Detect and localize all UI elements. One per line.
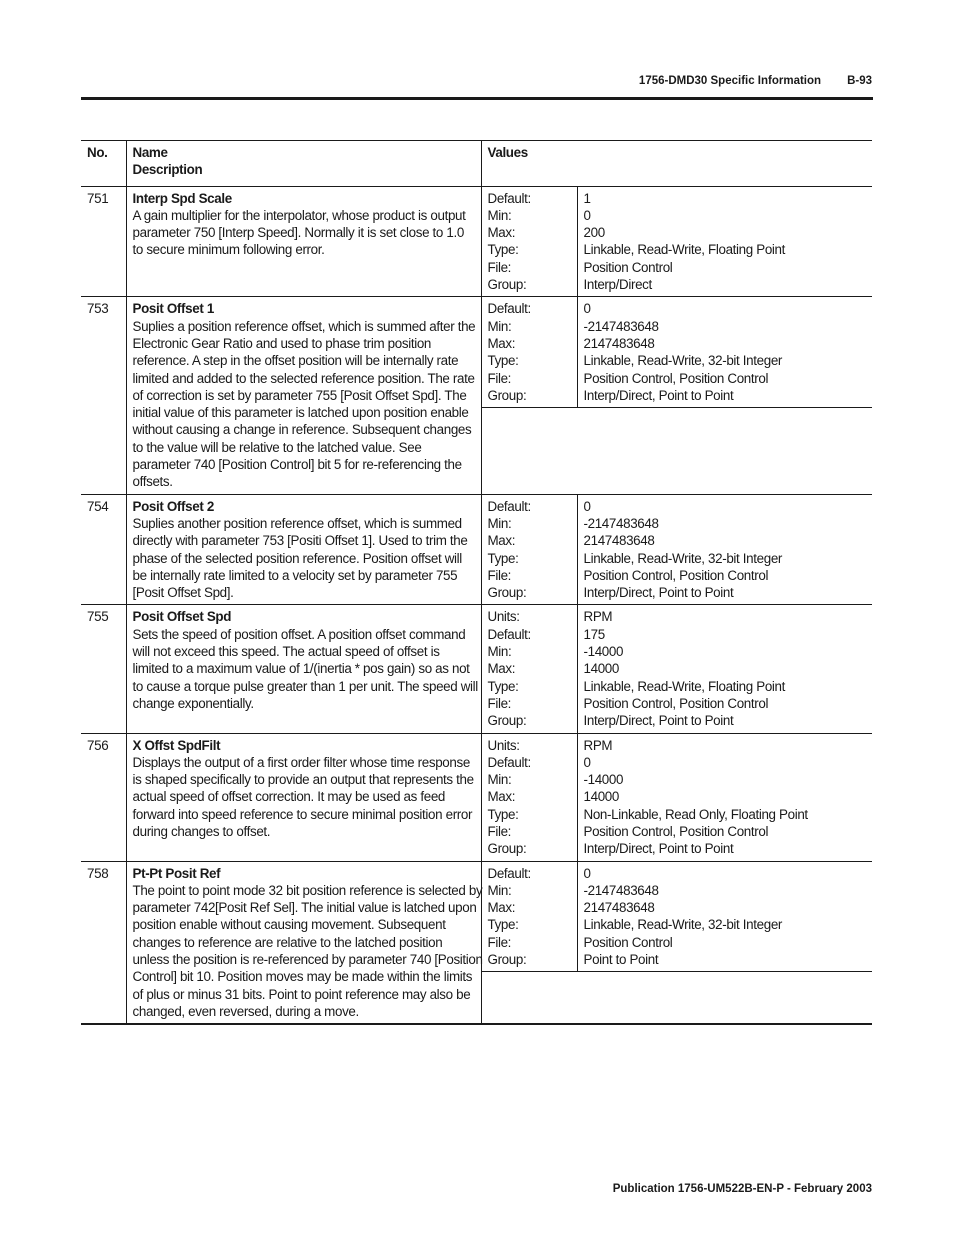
value-labels	[482, 297, 578, 407]
value-label: Group:	[487, 841, 527, 857]
value-entry: RPM	[583, 609, 613, 625]
value-entry: Interp/Direct, Point to Point	[583, 387, 734, 403]
description-line: to cause a torque pulse greater than 1 per unit. The speed will	[132, 678, 478, 694]
value-entry: Linkable, Read-Write, 32-bit Integer	[583, 917, 783, 933]
table-body	[81, 186, 872, 1024]
section-title: 1756-DMD30 Specific Information	[638, 75, 822, 87]
table-row	[81, 494, 872, 605]
table-row	[81, 861, 872, 1024]
value-entry: Linkable, Read-Write, Floating Point	[583, 242, 786, 258]
parameter-name-description	[126, 733, 481, 861]
table-header	[81, 141, 872, 187]
value-label: Group:	[487, 387, 527, 403]
parameter-number: 751	[81, 186, 126, 297]
value-labels	[482, 495, 578, 605]
parameter-name: Posit Offset 2	[132, 498, 214, 514]
column-header-name: Name	[132, 145, 168, 160]
value-label: File:	[487, 370, 512, 386]
parameter-name-description	[126, 297, 481, 494]
parameter-description	[132, 626, 478, 712]
value-entry: 2147483648	[583, 533, 655, 549]
description-line: Displays the output of a first order filter whose time response	[132, 754, 470, 770]
value-entry: 14000	[583, 789, 619, 805]
value-entry: 1	[583, 190, 591, 206]
parameter-description	[133, 754, 475, 840]
description-line: will not exceed this speed. The actual speed of offset is	[132, 644, 440, 660]
value-label: Default:	[487, 754, 531, 770]
parameter-name: Posit Offset Spd	[132, 609, 232, 625]
value-label: Max:	[487, 335, 516, 351]
description-line: limited and added to the selected reference position. The rate	[132, 370, 475, 386]
parameter-values	[481, 297, 872, 494]
description-line: Sets the speed of position offset. A position offset command	[132, 626, 466, 642]
value-labels	[482, 862, 578, 972]
description-line: of correction is set by parameter 755 [Posit Offset Spd]. The	[132, 387, 467, 403]
parameter-description	[133, 515, 475, 601]
description-line: change exponentially.	[132, 695, 254, 711]
description-line: to secure minimum following error.	[132, 242, 325, 258]
description-line: of plus or minus 31 bits. Point to point reference may also be	[132, 986, 471, 1002]
parameter-number: 755	[81, 605, 126, 733]
parameter-number: 753	[81, 297, 126, 494]
value-entries	[578, 495, 873, 605]
value-label: Units:	[487, 609, 520, 625]
values-block	[482, 605, 873, 732]
description-line: Electronic Gear Ratio and used to phase trim position	[132, 335, 432, 351]
column-header-description: Description	[132, 162, 203, 178]
value-entry: Linkable, Read-Write, Floating Point	[583, 678, 786, 694]
description-line: Suplies another position reference offset, which is summed	[132, 515, 462, 531]
value-entry: Linkable, Read-Write, 32-bit Integer	[583, 353, 783, 369]
column-header-no: No.	[81, 141, 126, 187]
parameter-name: Pt-Pt Posit Ref	[132, 865, 221, 881]
value-labels	[482, 605, 578, 732]
description-line: directly with parameter 753 [Positi Offset 1]. Used to trim the	[132, 533, 468, 549]
parameter-number: 754	[81, 494, 126, 605]
description-line: limited to a maximum value of 1/(inertia * pos gain) so as not	[132, 661, 470, 677]
parameter-number: 756	[81, 733, 126, 861]
column-header-values: Values	[481, 141, 872, 187]
value-labels	[482, 187, 578, 297]
value-entry: Interp/Direct, Point to Point	[583, 585, 734, 601]
value-entry: Position Control, Position Control	[583, 567, 769, 583]
value-label: File:	[487, 259, 512, 275]
value-entry: Point to Point	[583, 952, 659, 968]
value-label: Min:	[487, 772, 512, 788]
description-line: changes to reference are relative to the latched position	[132, 934, 443, 950]
value-entry: 0	[583, 498, 591, 514]
parameter-number: 758	[81, 861, 126, 1024]
value-label: Min:	[487, 207, 512, 223]
value-label: File:	[487, 567, 512, 583]
value-label: Units:	[487, 737, 520, 753]
value-entry: Interp/Direct	[583, 277, 652, 293]
column-header-name-description	[126, 141, 481, 187]
value-entries	[578, 297, 873, 407]
value-label: File:	[487, 934, 512, 950]
value-entry: 0	[583, 301, 591, 317]
value-entries	[578, 862, 873, 972]
parameter-values	[481, 605, 872, 733]
value-entry: Position Control, Position Control	[583, 695, 769, 711]
description-line: to the value will be relative to the latched value. See	[132, 439, 422, 455]
description-line: parameter 740 [Position Control] bit 5 for re-referencing the	[132, 457, 462, 473]
parameter-name-description	[126, 861, 481, 1024]
parameter-name-description	[126, 494, 481, 605]
value-label: Min:	[487, 515, 512, 531]
parameter-name-description	[126, 605, 481, 733]
value-entry: 2147483648	[583, 335, 655, 351]
value-entry: 2147483648	[583, 900, 655, 916]
description-line: initial value of this parameter is latched upon position enable	[132, 405, 469, 421]
value-entry: Linkable, Read-Write, 32-bit Integer	[583, 550, 783, 566]
description-line: offsets.	[132, 474, 173, 490]
value-entry: -14000	[583, 772, 624, 788]
value-entry: 200	[583, 225, 605, 241]
description-line: unless the position is re-referenced by parameter 740 [Position	[132, 952, 483, 968]
description-line: changed, even reversed, during a move.	[132, 1003, 359, 1019]
description-line: Control] bit 10. Position moves may be made within the limits	[132, 969, 473, 985]
description-line: during changes to offset.	[132, 823, 271, 839]
value-entry: RPM	[583, 737, 613, 753]
value-label: Type:	[487, 242, 519, 258]
value-entries	[578, 734, 873, 861]
value-entries	[578, 187, 873, 297]
value-entries	[578, 605, 873, 732]
value-label: Type:	[487, 353, 519, 369]
value-entry: 0	[583, 865, 591, 881]
description-line: phase of the selected position reference. Position offset will	[132, 550, 462, 566]
description-line: parameter 742[Posit Ref Sel]. The initial value is latched upon	[132, 900, 477, 916]
value-entry: -14000	[583, 644, 624, 660]
description-line: [Posit Offset Spd].	[132, 585, 234, 601]
value-label: Min:	[487, 644, 512, 660]
parameter-description	[133, 207, 475, 259]
parameter-description	[132, 882, 483, 1020]
description-line: A gain multiplier for the interpolator, whose product is output	[132, 207, 466, 223]
value-entry: Position Control, Position Control	[583, 370, 769, 386]
value-label: Min:	[487, 318, 512, 334]
value-entry: Position Control	[583, 934, 673, 950]
value-entry: Position Control	[583, 259, 673, 275]
value-entry: Non-Linkable, Read Only, Floating Point	[583, 806, 808, 822]
value-label: Type:	[487, 678, 519, 694]
parameter-name: Interp Spd Scale	[132, 190, 232, 206]
value-label: Max:	[487, 533, 516, 549]
value-entry: -2147483648	[583, 515, 659, 531]
value-label: Group:	[487, 277, 527, 293]
publication-footer: Publication 1756-UM522B-EN-P - February 2003	[612, 1183, 872, 1195]
header-rule	[81, 97, 873, 100]
value-entry: Interp/Direct, Point to Point	[583, 841, 734, 857]
value-label: Default:	[487, 498, 531, 514]
running-header	[81, 75, 872, 91]
value-label: Max:	[487, 900, 516, 916]
value-label: Min:	[487, 882, 512, 898]
value-label: Max:	[487, 789, 516, 805]
value-label: Default:	[487, 865, 531, 881]
value-label: Default:	[487, 301, 531, 317]
values-block	[482, 862, 873, 973]
value-label: Max:	[487, 225, 516, 241]
parameter-description	[133, 318, 475, 491]
description-line: actual speed of offset correction. It may be used as feed	[132, 789, 446, 805]
description-line: The point to point mode 32 bit position reference is selected by	[132, 882, 483, 898]
value-label: File:	[487, 823, 512, 839]
value-label: Group:	[487, 952, 527, 968]
value-label: File:	[487, 695, 512, 711]
parameter-name: X Offst SpdFilt	[132, 737, 221, 753]
value-entry: Interp/Direct, Point to Point	[583, 713, 734, 729]
parameter-name-description	[126, 186, 481, 297]
value-label: Default:	[487, 626, 531, 642]
value-entry: -2147483648	[583, 318, 659, 334]
parameter-values	[481, 186, 872, 297]
table-row	[81, 605, 872, 733]
description-line: position enable without causing movement. Subsequent	[132, 917, 446, 933]
page-number: B-93	[847, 75, 872, 87]
value-entry: 14000	[583, 661, 619, 677]
parameter-values	[481, 861, 872, 1024]
value-label: Group:	[487, 713, 527, 729]
parameter-values	[481, 494, 872, 605]
description-line: Suplies a position reference offset, which is summed after the	[132, 318, 476, 334]
values-block	[482, 297, 873, 408]
value-label: Group:	[487, 585, 527, 601]
value-entry: -2147483648	[583, 882, 659, 898]
description-line: forward into speed reference to secure minimal position error	[132, 806, 473, 822]
description-line: is shaped specifically to provide an output that represents the	[132, 772, 474, 788]
table-row	[81, 297, 872, 494]
table-row	[81, 186, 872, 297]
parameter-table	[81, 140, 872, 1025]
values-block	[482, 187, 873, 297]
value-entry: Position Control, Position Control	[583, 823, 769, 839]
table-row	[81, 733, 872, 861]
values-block	[482, 495, 873, 605]
values-block	[482, 734, 873, 861]
parameter-values	[481, 733, 872, 861]
description-line: reference. A step in the offset position will be internally rate	[132, 353, 459, 369]
value-label: Max:	[487, 661, 516, 677]
parameter-name: Posit Offset 1	[132, 301, 214, 317]
description-line: parameter 750 [Interp Speed]. Normally it is set close to 1.0	[132, 225, 464, 241]
description-line: without causing a change in reference. Subsequent changes	[132, 422, 472, 438]
value-label: Type:	[487, 806, 519, 822]
value-entry: 0	[583, 207, 591, 223]
value-entry: 175	[583, 626, 605, 642]
value-label: Type:	[487, 550, 519, 566]
value-label: Default:	[487, 190, 531, 206]
description-line: be internally rate limited to a velocity set by parameter 755	[132, 567, 458, 583]
value-entry: 0	[583, 754, 591, 770]
value-labels	[482, 734, 578, 861]
value-label: Type:	[487, 917, 519, 933]
